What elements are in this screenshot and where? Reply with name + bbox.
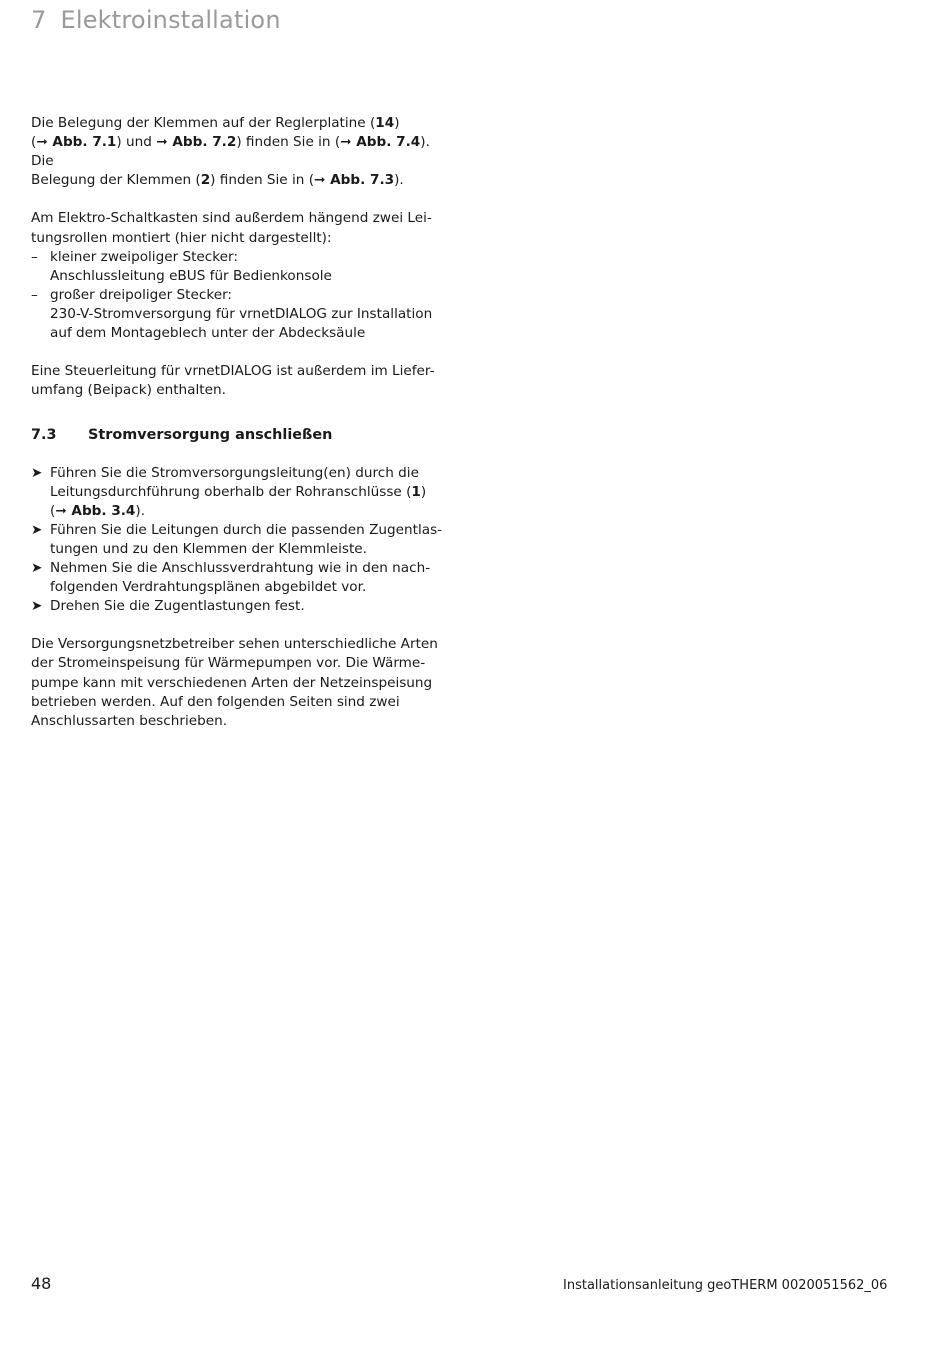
text: Leitungsdurchführung oberhalb der Rohranschlüsse ( <box>50 483 412 500</box>
chapter-number: 7 <box>31 6 47 34</box>
arrow-marker-icon: ➤ <box>31 559 43 576</box>
text-line: Führen Sie die Stromversorgungsleitung(en) durch die <box>50 464 419 481</box>
list-item <box>31 248 451 286</box>
text-line: großer dreipoliger Stecker: <box>50 286 233 303</box>
text-line: auf dem Montageblech unter der Abdecksäule <box>50 325 366 342</box>
instruction-step <box>31 521 451 559</box>
instruction-steps <box>31 464 451 617</box>
page-number: 48 <box>31 1274 52 1293</box>
text-line: Am Elektro-Schaltkasten sind außerdem hängend zwei Lei- <box>31 210 432 227</box>
text-line: Führen Sie die Leitungen durch die passenden Zugentlas- <box>50 521 443 538</box>
text: ( <box>50 502 56 519</box>
arrow-marker-icon: ➤ <box>31 464 43 481</box>
text: ) <box>394 115 400 131</box>
item-number: 14 <box>375 115 395 131</box>
figure-reference: ➞ Abb. 7.1 <box>36 134 117 151</box>
text-line: tungen und zu den Klemmen der Klemmleiste. <box>50 540 367 557</box>
text: ). <box>394 172 404 189</box>
section-title: Stromversorgung anschließen <box>88 427 333 444</box>
document-reference: Installationsanleitung geoTHERM 0020051562_06 <box>563 1278 888 1293</box>
instruction-step <box>31 597 451 616</box>
paragraph-cable-reels <box>31 209 451 247</box>
instruction-step <box>31 464 451 521</box>
text: ( <box>31 134 37 151</box>
text-line: folgenden Verdrahtungsplänen abgebildet vor. <box>50 579 367 596</box>
chapter-title: Elektroinstallation <box>60 6 281 34</box>
text: ). Die <box>31 134 430 170</box>
text: Die Belegung der Klemmen auf der Reglerplatine ( <box>31 115 376 131</box>
text: ) <box>420 483 427 500</box>
text-line: Anschlussarten beschrieben. <box>31 712 228 729</box>
text-line: Eine Steuerleitung für vrnetDIALOG ist außerdem im Liefer- <box>31 363 435 380</box>
item-number: 2 <box>200 172 211 189</box>
item-number: 1 <box>411 483 421 500</box>
text-line: betrieben werden. Auf den folgenden Seiten sind zwei <box>31 693 400 710</box>
text: ) finden Sie in ( <box>236 134 341 151</box>
text: ). <box>135 502 146 519</box>
section-heading <box>31 426 451 445</box>
instruction-step <box>31 559 451 597</box>
figure-reference: ➞ Abb. 7.3 <box>314 172 395 189</box>
text-line: tungsrollen montiert (hier nicht dargestellt): <box>31 229 332 246</box>
figure-reference: ➞ Abb. 7.2 <box>156 134 237 151</box>
chapter-header <box>31 6 281 34</box>
dash-marker: – <box>31 248 38 265</box>
list-item <box>31 286 451 343</box>
text: ) und <box>116 134 157 151</box>
section-number: 7.3 <box>31 427 57 444</box>
paragraph-control-line <box>31 362 451 400</box>
text-line: Die Versorgungsnetzbetreiber sehen unterschiedliche Arten <box>31 636 438 653</box>
arrow-marker-icon: ➤ <box>31 598 43 615</box>
text-line: kleiner zweipoliger Stecker: <box>50 248 238 265</box>
paragraph-grid-supply <box>31 635 451 730</box>
dash-marker: – <box>31 286 38 303</box>
text-line: der Stromeinspeisung für Wärmepumpen vor. Die Wärme- <box>31 655 426 672</box>
text-line: Nehmen Sie die Anschlussverdrahtung wie in den nach- <box>50 559 431 576</box>
paragraph-terminal-assignment <box>31 114 451 190</box>
connector-list <box>31 248 451 343</box>
text: ) finden Sie in ( <box>210 172 314 189</box>
text: Belegung der Klemmen ( <box>31 172 201 189</box>
text-line: umfang (Beipack) enthalten. <box>31 382 226 399</box>
arrow-marker-icon: ➤ <box>31 521 43 538</box>
figure-reference: ➞ Abb. 7.4 <box>340 134 421 151</box>
text-line: pumpe kann mit verschiedenen Arten der Netzeinspeisung <box>31 674 433 691</box>
text-line: Drehen Sie die Zugentlastungen fest. <box>50 598 305 615</box>
main-column <box>31 114 451 731</box>
text-line: 230-V-Stromversorgung für vrnetDIALOG zur Installation <box>50 305 433 322</box>
text-line: Anschlussleitung eBUS für Bedienkonsole <box>50 267 332 284</box>
figure-reference: ➞ Abb. 3.4 <box>55 502 136 519</box>
